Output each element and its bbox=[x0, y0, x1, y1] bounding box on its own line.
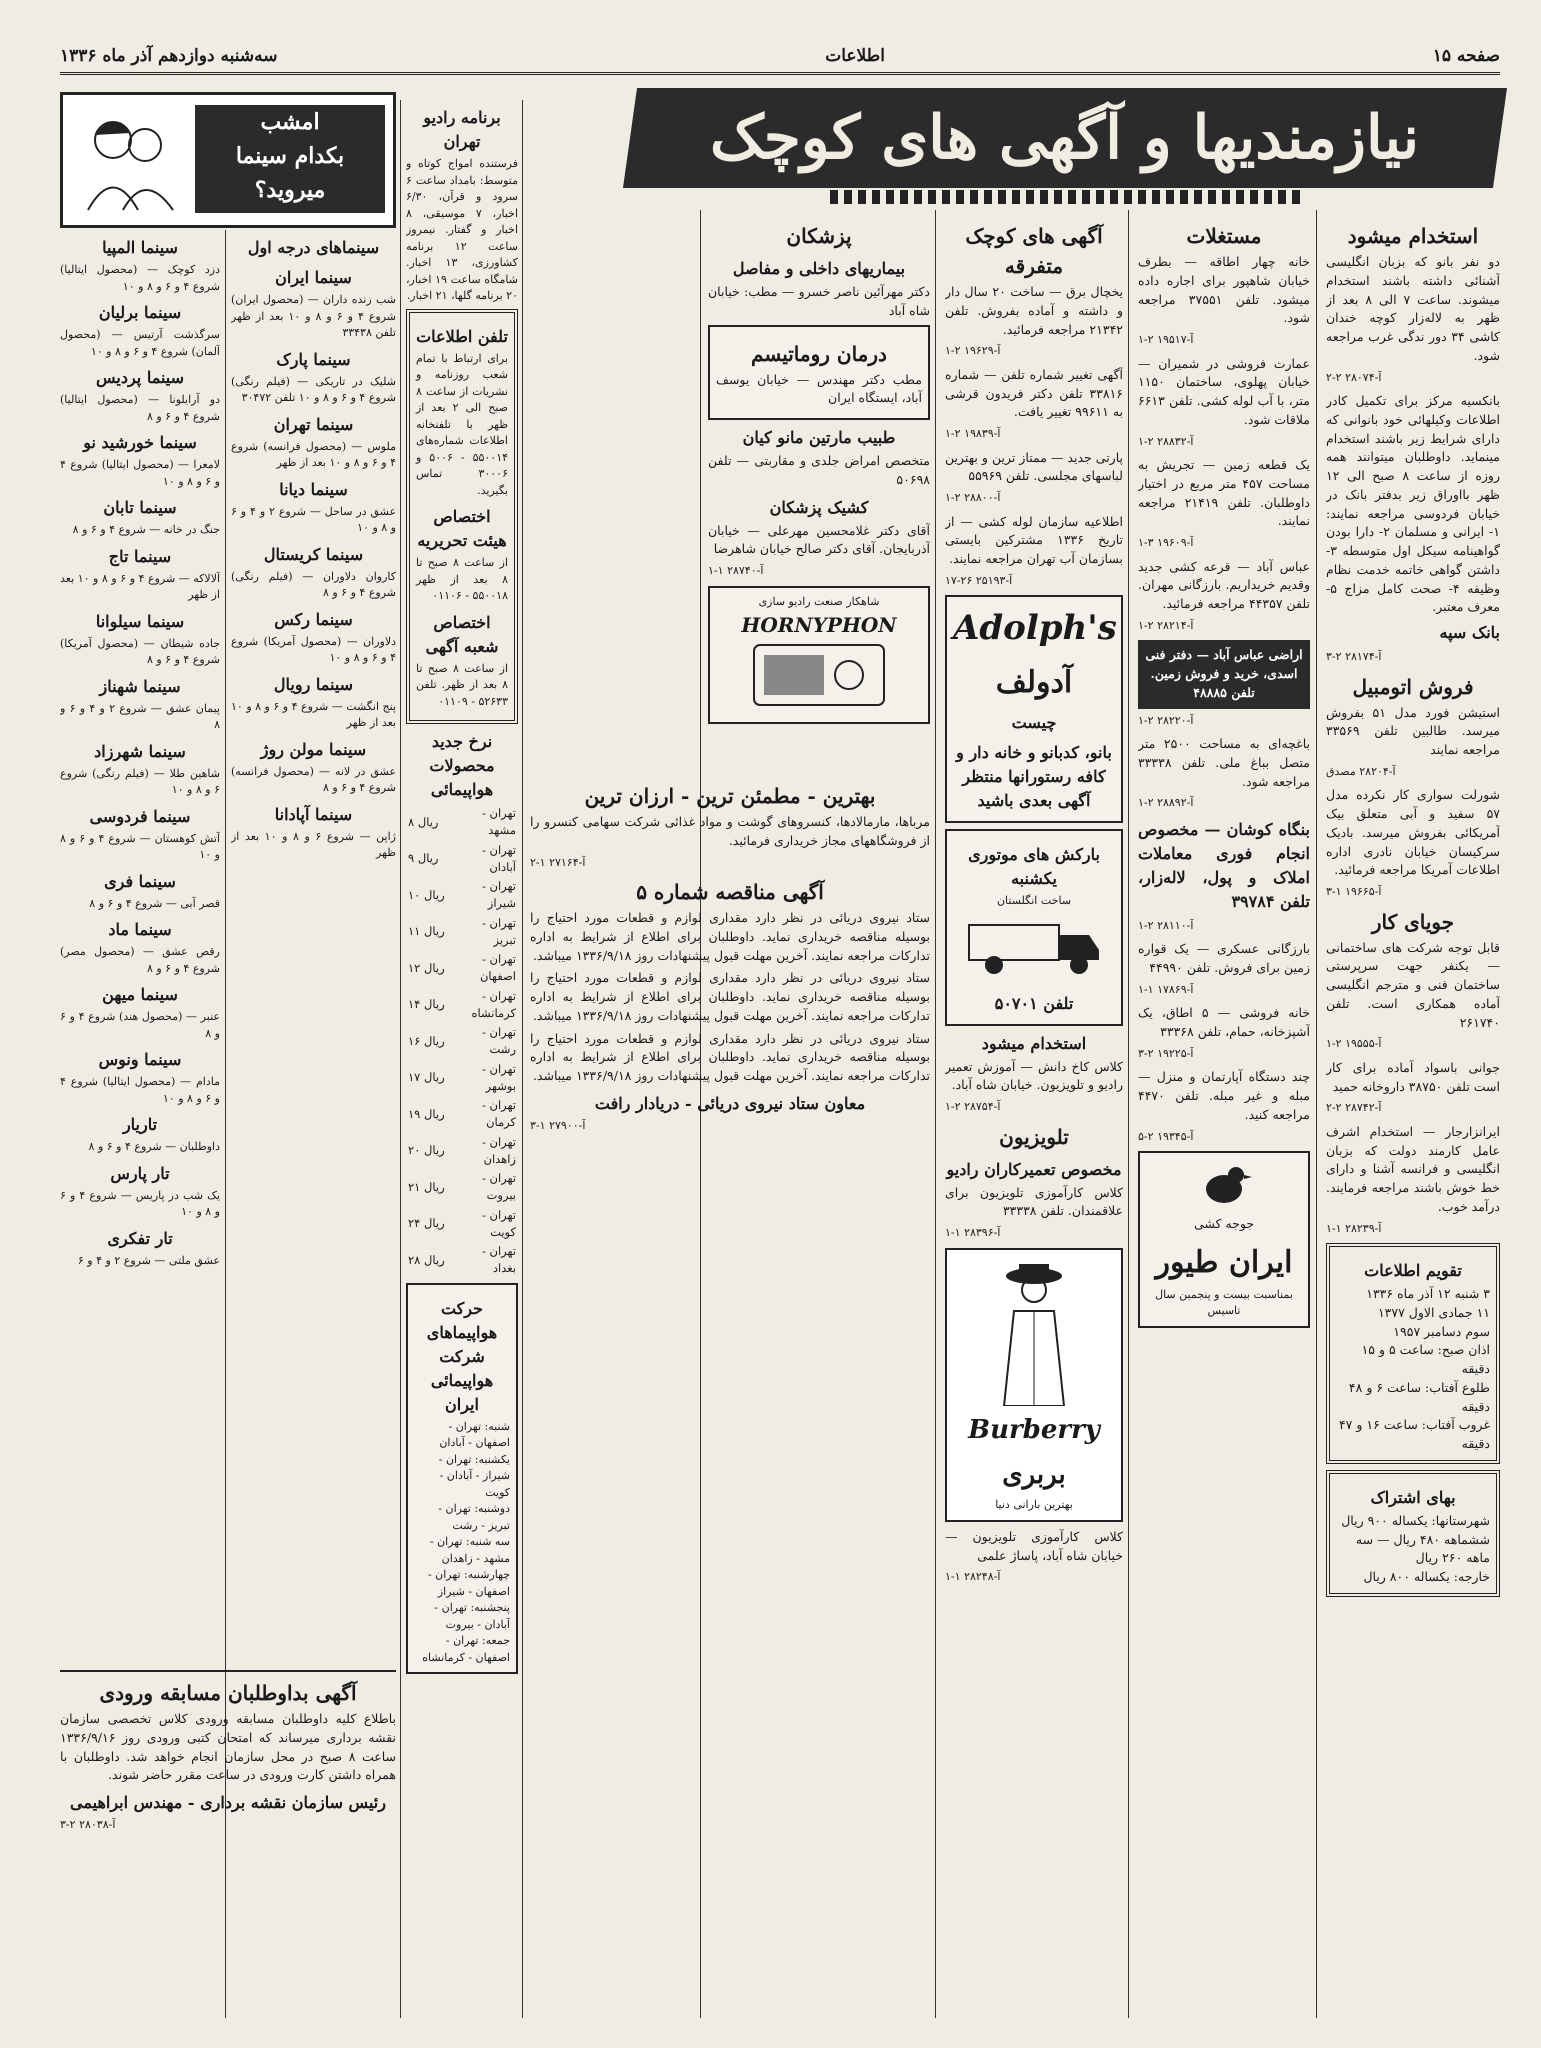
cinema-name: سینما ونوس bbox=[98, 1050, 182, 1069]
cinema-text: آلالاکه — شروع ۴ و ۶ و ۸ و ۱۰ بعد از ظهر bbox=[60, 571, 220, 601]
price-route: تهران - مشهد bbox=[481, 806, 516, 838]
ad-text: باغچه‌ای به مساحت ۲۵۰۰ متر متصل بباغ ملی. تلفن ۳۳۳۳۸ مراجعه شود. bbox=[1138, 736, 1310, 789]
price-value: ۹ ریال bbox=[408, 851, 439, 866]
cinema-name: سینما دیانا bbox=[279, 479, 348, 499]
ad-code: آ-۲۸۷۴۰ ۱-۱ bbox=[708, 564, 764, 577]
truck-line: تلفن ۵۰۷۰۱ bbox=[994, 993, 1074, 1013]
price-route: تهران - تبریز bbox=[481, 915, 516, 947]
cinema-text: شلیک در تاریکی — (فیلم رنگی) شروع ۴ و ۶ و ۸ و ۱۰ تلفن ۳۰۴۷۲ bbox=[231, 374, 396, 404]
tender-title: آگهی مناقصه شماره ۵ bbox=[636, 880, 824, 904]
best-text: مرباها، مارمالادها، کنسروهای گوشت و مواد غذائی شرکت سهامی کنسرو را از فروشگاههای مجاز خریداری فرمائید. bbox=[530, 814, 930, 848]
notice-sign: رئیس سازمان نقشه برداری - مهندس ابراهیمی bbox=[70, 1793, 386, 1812]
doctor-title: طبیب مارتین مانو کیان bbox=[742, 428, 896, 447]
calendar-box bbox=[1326, 1243, 1500, 1464]
ad-code: آ-۲۸۱۱۰ ۲-۱ bbox=[1138, 918, 1194, 932]
column-real-estate bbox=[1138, 215, 1310, 2015]
price-row bbox=[406, 1023, 518, 1060]
price-route: تهران - اصفهان bbox=[479, 952, 516, 984]
subscription-line: شهرستانها: یکساله ۹۰۰ ریال bbox=[1341, 1512, 1490, 1528]
ad-code: آ-۱۹۵۵۵ ۲-۱ bbox=[1326, 1037, 1382, 1051]
ad-code: آ-۱۹۸۳۹ ۲-۱ bbox=[945, 427, 1001, 440]
cinema-name: سینما تابان bbox=[103, 498, 177, 517]
calendar-title: تقویم اطلاعات bbox=[1364, 1261, 1462, 1280]
phone-text: برای ارتباط با تمام شعب روزنامه و نشریات از ساعت ۸ صبح الی ۲ بعد از ظهر با تلفنخانه اطلاعات شماره‌های ۵۵۰۰۱۴ - ۵۰۰۶ و ۳۰۰۰۶ تماس بگیرید. bbox=[416, 351, 509, 497]
price-route: تهران - آبادان bbox=[481, 842, 516, 874]
doctor-title: کشیک پزشکان bbox=[769, 497, 869, 517]
price-value: ۱۶ ریال bbox=[408, 1033, 445, 1048]
cinema-ad bbox=[60, 92, 396, 228]
ad-code: آ-۲۸۸۹۲ ۲-۱ bbox=[1138, 796, 1194, 810]
radio-ad bbox=[708, 586, 930, 724]
ad-text: آگهی تغییر شماره تلفن — شماره ۳۳۸۱۶ تلفن دکتر فریدون قرشی به ۹۹۶۱۱ تغییر یافت. bbox=[945, 366, 1123, 420]
flight-line: سه شنبه: تهران - مشهد - زاهدان bbox=[429, 1535, 510, 1565]
cinema-name: سینما میهن bbox=[102, 985, 178, 1004]
price-row bbox=[406, 804, 518, 841]
ad-code: آ-۱۹۵۱۷ ۲-۱ bbox=[1138, 333, 1194, 346]
ad-text: شورلت سواری کار نکرده مدل ۵۷ سفید و آبی متعلق بیک آمریکائی بفروش میرسد. بادیک سرکیسان خیابان نادری اداره اطلاعات آمریکا مراجعه فرمائید. bbox=[1326, 787, 1500, 878]
price-value: ۲۰ ریال bbox=[408, 1143, 445, 1158]
ad-code: آ-۱۹۶۰۹ ۳-۱ bbox=[1138, 536, 1194, 549]
ad-code: آ-۲۸۷۴۲ ۲-۲ bbox=[1326, 1101, 1382, 1115]
ad-text: پارتی جدید — ممتاز ترین و بهترین لباسهای مجلسی. تلفن ۵۵۹۶۹ bbox=[945, 449, 1123, 484]
price-value: ۱۱ ریال bbox=[408, 924, 445, 939]
column-radio-phone bbox=[406, 100, 518, 2020]
cinemas-heading: سینماهای درجه اول bbox=[247, 238, 380, 257]
tender-text: ستاد نیروی دریائی در نظر دارد مقداری لوازم و قطعات مورد احتیاج را بوسیله مناقصه خریداری نماید. داوطلبان برای اطلاع از شرایط به اداره تدارکات مراجعه نمایند. آخرین مهلت قبول پیشنهادات روز ۱۳۳۶/۹/۱۸ میباشد. bbox=[530, 1030, 930, 1083]
ad-text: ایرانزارجار — استخدام اشرف عامل کارمند دولت که بزبان انگلیسی و فرانسه آشنا و دارای خط خوش باشند مراجعه فرمایند. درآمد خوب. bbox=[1326, 1123, 1500, 1214]
flight-line: یکشنبه: تهران - شیراز - آبادان - کویت bbox=[438, 1452, 510, 1499]
iran-tayur-line: بمناسبت بیست و پنجمین سال تاسیس bbox=[1155, 1287, 1293, 1317]
couple-illustration-icon bbox=[73, 105, 183, 213]
phone-text2: از ساعت ۸ صبح تا ۸ بعد از ظهر ۵۵۰۰۱۸ - ۰۱۱۰۶ bbox=[416, 556, 509, 602]
cinema-name: سینما خورشید نو bbox=[83, 433, 197, 452]
cinema-text: عشق در ساحل — شروع ۲ و ۴ و ۶ و ۸ و ۱۰ bbox=[231, 504, 396, 534]
man-in-coat-icon bbox=[974, 1256, 1094, 1406]
price-value: ۱۴ ریال bbox=[408, 997, 445, 1012]
phone-section3: اختصاص شعبه آگهی bbox=[425, 612, 499, 656]
section-title-tv: تلویزیون bbox=[999, 1124, 1069, 1149]
cinema-text: عشق در لانه — (محصول فرانسه) شروع ۴ و ۶ و ۸ bbox=[231, 764, 396, 794]
price-route: تهران - شیراز bbox=[481, 879, 516, 911]
ad-text: کلاس کاخ دانش — آموزش تعمیر رادیو و تلویزیون. خیابان شاه آباد. bbox=[945, 1058, 1123, 1093]
cinema-name: سینما تاج bbox=[108, 546, 172, 566]
price-route: تهران - بیروت bbox=[481, 1171, 516, 1203]
burberry-ad bbox=[945, 1248, 1123, 1522]
doctor-text: متخصص امراض جلدی و مقاربتی — تلفن ۵۰۶۹۸ bbox=[708, 453, 930, 487]
column-cinemas-1 bbox=[231, 230, 396, 1660]
cinema-name: سینما آپادانا bbox=[274, 804, 353, 824]
ad-code: آ-۲۸۷۵۴ ۲-۱ bbox=[945, 1100, 1001, 1113]
price-row bbox=[406, 1242, 518, 1279]
ad-code: آ-۱۹۶۶۵ ۱-۳ bbox=[1326, 885, 1382, 898]
price-row bbox=[406, 987, 518, 1024]
column-employment bbox=[1326, 215, 1500, 2015]
price-row bbox=[406, 914, 518, 951]
cinema-text: یک شب در پاریس — شروع ۴ و ۶ و ۸ و ۱۰ bbox=[60, 1188, 220, 1218]
section-title-job-seekers: جویای کار bbox=[1371, 909, 1455, 934]
phone-box bbox=[406, 309, 518, 725]
ad-text: چند دستگاه آپارتمان و منزل — مبله و غیر مبله. تلفن ۴۴۷۰ مراجعه کنید. bbox=[1138, 1069, 1310, 1122]
subscription-line: ششماهه ۴۸۰ ریال — سه ماهه ۲۶۰ ریال bbox=[1355, 1531, 1490, 1566]
page-number: صفحه ۱۵ bbox=[1432, 46, 1500, 66]
price-row bbox=[406, 841, 518, 878]
exam-notice bbox=[60, 1670, 396, 2012]
iran-tayur-sub: جوجه کشی bbox=[1193, 1215, 1255, 1231]
ad-text: خانه فروشی — ۵ اطاق، یک آشپزخانه، حمام، تلفن ۳۳۳۶۸ bbox=[1138, 1005, 1310, 1039]
cinema-text: جاده شیطان — (محصول آمریکا) شروع ۴ و ۶ و ۸ bbox=[60, 636, 220, 666]
price-route: تهران - کویت bbox=[481, 1207, 516, 1239]
adolphs-brand: Adolph's bbox=[953, 608, 1117, 649]
cinema-text: دلاوران — (محصول آمریکا) شروع ۴ و ۶ و ۸ و ۱۰ bbox=[231, 634, 396, 664]
ad-text: کلاس کارآموزی تلویزیون — خیابان شاه آباد، پاساژ علمی bbox=[945, 1528, 1123, 1563]
banner-divider bbox=[830, 190, 1300, 204]
ad-code: آ-۲۷۱۶۴ ۱-۲ bbox=[530, 855, 586, 869]
doctor-title: بیماریهای داخلی و مفاصل bbox=[732, 259, 906, 278]
chick-icon bbox=[1194, 1159, 1254, 1209]
price-value: ۱۰ ریال bbox=[408, 887, 445, 902]
flight-line: جمعه: تهران - اصفهان - کرمانشاه bbox=[422, 1634, 510, 1664]
ad-code: آ-۲۸۸۰۰ ۲-۱ bbox=[945, 491, 1001, 504]
cinema-text: رقص عشق — (محصول مصر) شروع ۴ و ۶ و ۸ bbox=[60, 945, 220, 975]
ad-text: کلاس کارآموزی تلویزیون برای علاقمندان. تلفن ۳۳۳۳۸ bbox=[945, 1184, 1123, 1219]
ad-text: اطلاعیه سازمان لوله کشی — از تاریخ ۱۳۳۶ مشترکین بایستی بسازمان آب تهران مراجعه نمایند. bbox=[945, 513, 1123, 566]
cinema-name: سینما کریستال bbox=[263, 544, 364, 564]
ad-text: دو نفر بانو که بزبان انگلیسی آشنائی داشته باشند استخدام میشوند. ساعت ۷ الی ۸ بعد از ظهر به لاله‌زار کوچه خندان کاشی ۳۴ دور ندگی غرب مراجعه شود. bbox=[1326, 254, 1500, 363]
section-title-misc: آگهی های کوچک متفرقه bbox=[965, 224, 1103, 278]
ad-code: آ-۲۸۰۷۴ ۲-۲ bbox=[1326, 370, 1382, 384]
notice-text: باطلاع کلیه داوطلبان مسابقه ورودی کلاس تخصصی سازمان نقشه برداری میرساند که امتحان کتبی ورودی روز ۱۳۳۶/۹/۱۶ ساعت ۸ صبح در محل سازمان انجام خواهد شد. داوطلبان با همراه داشتن کارت ورودی در ساعت مقرر حاضر شوند. bbox=[60, 1711, 396, 1783]
ad-text: عباس آباد — قرعه کشی جدید وقدیم خریداریم. بارزگانی مهران. تلفن ۴۴۳۵۷ مراجعه فرمائید. bbox=[1138, 558, 1310, 611]
cinema-name: سینما تهران bbox=[273, 414, 354, 434]
ad-code: آ-۲۵۱۹۳ ۲۶-۱۷ bbox=[945, 573, 1013, 587]
price-value: ۲۴ ریال bbox=[408, 1216, 445, 1231]
radio-text: فرستنده امواج کوتاه و متوسط: بامداد ساعت ۶ سرود و قرآن، ۶/۳۰ اخبار، ۷ موسیقی، ۸ اخبار و گفتار. نیمروز ساعت ۱۲ برنامه کشاورزی، ۱۳ اخبار. شامگاه ساعت ۱۹ اخبار، ۲۰ برنامه گلها، ۲۱ اخبار. bbox=[406, 157, 518, 302]
cinema-name: سینما رویال bbox=[273, 674, 354, 694]
ad-code: آ-۲۸۲۲۰ ۲-۱ bbox=[1138, 713, 1194, 727]
cinema-text: سرگذشت آرتیس — (محصول آلمان) شروع ۴ و ۶ و ۸ و ۱۰ bbox=[60, 328, 220, 358]
cinema-text: داوطلبان — شروع ۴ و ۶ و ۸ bbox=[88, 1140, 220, 1153]
cinema-text: مادام — (محصول ایتالیا) شروع ۴ و ۶ و ۸ و ۱۰ bbox=[60, 1075, 220, 1105]
flight-line: پنجشنبه: تهران - آبادان - بیروت bbox=[434, 1601, 510, 1631]
ad-text: بنگاه کوشان — مخصوص انجام فوری معاملات املاک و پول، لاله‌زار، تلفن ۳۹۷۸۴ bbox=[1138, 819, 1310, 911]
cinema-text: دو آرایلونا — (محصول ایتالیا) شروع ۴ و ۶ و ۸ bbox=[60, 393, 220, 423]
cinema-name: سینما رکس bbox=[274, 609, 353, 629]
adolphs-title: آدولف bbox=[995, 665, 1073, 701]
price-route: تهران - بغداد bbox=[481, 1244, 516, 1276]
ad-code: آ-۲۷۹۰۰ ۱-۳ bbox=[530, 1118, 586, 1132]
cinema-text: کاروان دلاوران — (فیلم رنگی) شروع ۴ و ۶ و ۸ bbox=[231, 569, 396, 599]
radio-ad-title: شاهکار صنعت رادیو سازی bbox=[758, 594, 880, 608]
ad-text: قابل توجه شرکت های ساختمانی — یکنفر جهت سرپرستی ساختمان فنی و مترجم انگلیسی آماده همکاری است. تلفن ۲۶۱۷۴۰ bbox=[1326, 939, 1500, 1030]
section-title-real-estate: مستغلات bbox=[1186, 224, 1262, 248]
ad-text: عمارت فروشی در شمیران — خیابان پهلوی، ساختمان ۱۱۵۰ متر، با آب لوله کشی. تلفن ۶۶۱۳ ملاقات شود. bbox=[1138, 355, 1310, 427]
cinema-text: ژاپن — شروع ۶ و ۸ و ۱۰ بعد از ظهر bbox=[231, 829, 396, 859]
ad-code: آ-۱۹۳۴۵ ۲-۵ bbox=[1138, 1129, 1194, 1143]
calendar-line: اذان صبح: ساعت ۵ و ۱۵ دقیقه bbox=[1361, 1342, 1490, 1376]
ad-text: جوانی باسواد آماده برای کار است تلفن ۳۸۷۵۰ داروخانه حمید bbox=[1326, 1059, 1500, 1094]
cinema-name: سینما المپیا bbox=[102, 238, 178, 257]
tender-sign: معاون ستاد نیروی دریائی - دریادار رافت bbox=[594, 1093, 866, 1113]
middle-block bbox=[530, 775, 930, 2020]
page-header bbox=[60, 40, 1500, 75]
abbasabad-ad: اراضی عباس آباد — دفتر فنی اسدی، خرید و فروش زمین. تلفن ۴۸۸۸۵ bbox=[1138, 640, 1310, 708]
cinema-name: تاریار bbox=[122, 1115, 158, 1134]
ad-code: آ-۲۸۰۳۸ ۲-۳ bbox=[60, 1818, 116, 1831]
radio-ad-brand: HORNYPHON bbox=[741, 613, 897, 637]
cinema-text: عشق ملتی — شروع ۲ و ۴ و ۶ bbox=[77, 1253, 220, 1267]
column-cinemas-2 bbox=[60, 230, 220, 1660]
cinema-text: پیمان عشق — شروع ۲ و ۴ و ۶ و ۸ bbox=[60, 701, 220, 731]
doctor-text: مطب دکتر مهندس — خیابان یوسف آباد، ایستگاه ایران bbox=[716, 371, 922, 406]
cinema-name: تار تفکری bbox=[107, 1228, 173, 1248]
cinema-text: پنج انگشت — شروع ۴ و ۶ و ۸ و ۱۰ بعد از ظهر bbox=[231, 699, 396, 729]
cinema-name: تار پارس bbox=[110, 1163, 170, 1183]
cinema-ad-line2: بکدام سینما bbox=[235, 143, 345, 169]
ad-code: آ-۲۸۲۳۹ ۱-۱ bbox=[1326, 1221, 1382, 1235]
ad-text: بانکسیه مرکز برای تکمیل کادر اطلاعات وکیلهائی خود بانوانی که دارای شرایط زیر باشند استخدام مینماید. داوطلبان میتوانند همه روزه از ساعت ۸ صبح الی ۱۲ ظهر بااوراق زیر بدفتر بانک در خیابان فردوسی مراجعه نمایند: ۱- ایرانی و مسلمان ۲- دارا بودن گواهینامه سیکل اول متوسطه ۳- داشتن گواهی خاتمه خدمت نظام وظیفه ۴- صحت کامل مزاج ۵- معرف معتبر. bbox=[1326, 393, 1500, 615]
cinema-text: قصر آبی — شروع ۴ و ۶ و ۸ bbox=[89, 896, 220, 910]
tender-text: ستاد نیروی دریائی در نظر دارد مقداری لوازم و قطعات مورد احتیاج را بوسیله مناقصه خریداری نماید. داوطلبان برای اطلاع از شرایط به اداره تدارکات مراجعه نمایند. آخرین مهلت قبول پیشنهادات روز ۱۳۳۶/۹/۱۸ میباشد. bbox=[530, 970, 930, 1023]
calendar-line: طلوع آفتاب: ساعت ۶ و ۴۸ دقیقه bbox=[1348, 1379, 1490, 1414]
cinema-text: شب زنده داران — (محصول ایران) شروع ۴ و ۶ و ۸ و ۱۰ بعد از ظهر تلفن ۳۳۴۳۸ bbox=[231, 293, 396, 339]
cinema-name: سینما ماد bbox=[108, 920, 172, 939]
ad-code: آ-۲۸۳۹۶ ۱-۱ bbox=[945, 1226, 1001, 1239]
price-row bbox=[406, 1169, 518, 1206]
truck-ad bbox=[945, 829, 1123, 1025]
ad-code: آ-۲۸۸۳۲ ۲-۱ bbox=[1138, 434, 1194, 448]
phone-section2: اختصاص هیئت تحریریه bbox=[417, 507, 507, 550]
cinema-text: شاهین طلا — (فیلم رنگی) شروع ۶ و ۸ و ۱۰ bbox=[60, 766, 220, 796]
burberry-sub: بهترین بارانی دنیا bbox=[995, 1498, 1073, 1512]
ad-text: بانک سپه bbox=[1439, 623, 1500, 642]
cinema-text: جنگ در خانه — شروع ۴ و ۶ و ۸ bbox=[72, 523, 220, 536]
flights-box bbox=[406, 1283, 518, 1675]
cinema-name: سینما سیلوانا bbox=[95, 611, 185, 631]
cinema-name: سینما مولن روژ bbox=[260, 739, 367, 759]
flights-title: حرکت هواپیماهای شرکت هواپیمائی ایران bbox=[426, 1298, 498, 1414]
price-route: تهران - کرمانشاه bbox=[471, 988, 516, 1020]
ad-code: آ-۲۸۲۴۸ ۱-۱ bbox=[945, 1570, 1001, 1584]
ad-text: استیشن فورد مدل ۵۱ بفروش میرسد. طالبین تلفن ۳۳۵۶۹ مراجعه نمایند bbox=[1326, 704, 1500, 757]
calendar-line: ۳ شنبه ۱۲ آذر ماه ۱۳۳۶ bbox=[1366, 1286, 1490, 1301]
calendar-line: ۱۱ جمادی الاول ۱۳۷۷ bbox=[1377, 1304, 1490, 1320]
cinema-ad-line3: میروید؟ bbox=[254, 177, 326, 203]
price-route: تهران - کرمان bbox=[481, 1098, 516, 1130]
cinema-name: سینما ایران bbox=[275, 268, 352, 287]
classifieds-banner: نیازمندیها و آگهی های کوچک bbox=[623, 88, 1507, 188]
truck-sub: ساخت انگلستان bbox=[996, 894, 1072, 908]
cinema-ad-line1: امشب bbox=[260, 109, 320, 135]
iran-tayur-title: ایران طیور bbox=[1155, 1244, 1293, 1280]
ad-code: آ-۱۷۸۶۹ ۱-۱ bbox=[1138, 982, 1194, 996]
doctor-text: آقای دکتر غلامحسین مهرعلی — خیابان آذربایجان. آقای دکتر صالح خیابان شاهرضا bbox=[708, 522, 930, 557]
adolphs-line: بانو، کدبانو و خانه دار و کافه رستورانها منتظر آگهی بعدی باشید bbox=[956, 743, 1112, 811]
price-value: ۸ ریال bbox=[408, 814, 439, 829]
price-value: ۲۸ ریال bbox=[408, 1252, 445, 1267]
rheumatism-ad bbox=[708, 325, 930, 421]
notice-title: آگهی بداوطلبان مسابقه ورودی bbox=[99, 1681, 357, 1705]
adolphs-ad bbox=[945, 595, 1123, 823]
price-row bbox=[406, 1133, 518, 1170]
subscription-line: خارجه: یکساله ۸۰۰ ریال bbox=[1363, 1569, 1490, 1584]
ad-text: یک قطعه زمین — تجریش به مساحت ۴۵۷ متر مربع در اختیار داوطلبان. تلفن ۲۱۴۱۹ مراجعه نمایند. bbox=[1138, 457, 1310, 529]
truck-icon bbox=[959, 910, 1109, 980]
truck-title: بارکش های موتوری یکشنبه bbox=[968, 845, 1100, 889]
tv-sub: مخصوص تعمیرکاران رادیو bbox=[946, 1159, 1122, 1179]
price-row bbox=[406, 1060, 518, 1097]
radio-heading: برنامه رادیو تهران bbox=[423, 108, 501, 151]
ad-text: یخچال برق — ساخت ۲۰ سال دار و داشته و آماده بفروش. تلفن ۲۱۳۴۲ مراجعه فرمائید. bbox=[945, 284, 1123, 337]
flight-line: دوشنبه: تهران - تبریز - رشت bbox=[438, 1502, 510, 1532]
cinema-text: آتش کوهستان — شروع ۴ و ۶ و ۸ و ۱۰ bbox=[60, 831, 220, 861]
iran-tayur-ad bbox=[1138, 1151, 1310, 1328]
price-value: ۱۲ ریال bbox=[408, 960, 445, 975]
price-route: تهران - رشت bbox=[481, 1025, 516, 1057]
tender-text: ستاد نیروی دریائی در نظر دارد مقداری لوازم و قطعات مورد احتیاج را بوسیله مناقصه خریداری نماید. داوطلبان برای اطلاع از شرایط به اداره تدارکات مراجعه نمایند. آخرین مهلت قبول پیشنهادات روز ۱۳۳۶/۹/۱۸ میباشد. bbox=[530, 910, 930, 963]
section-title-car-sale: فروش اتومبیل bbox=[1352, 674, 1474, 699]
section-title-doctors: پزشکان bbox=[786, 224, 852, 248]
cinema-name: سینما شهناز bbox=[99, 676, 181, 696]
cinema-name: سینما پارک bbox=[276, 349, 351, 369]
cinema-name: سینما برلیان bbox=[98, 303, 182, 322]
calendar-line: سوم دسامبر ۱۹۵۷ bbox=[1393, 1323, 1490, 1339]
cinema-text: دزد کوچک — (محصول ایتالیا) شروع ۴ و ۶ و ۸ و ۱۰ bbox=[60, 263, 220, 293]
best-title: بهترین - مطمئن ترین - ارزان ترین bbox=[584, 784, 876, 808]
paper-name: اطلاعات bbox=[825, 46, 885, 66]
cinema-name: سینما پردیس bbox=[95, 368, 184, 387]
cinema-name: سینما شهرزاد bbox=[94, 741, 186, 761]
ad-code: آ-۱۹۲۲۵ ۲-۳ bbox=[1138, 1046, 1194, 1060]
price-row bbox=[406, 950, 518, 987]
ad-code: آ-۲۸۲۱۴ ۲-۱ bbox=[1138, 618, 1194, 632]
calendar-line: غروب آفتاب: ساعت ۱۶ و ۴۷ دقیقه bbox=[1338, 1417, 1490, 1451]
price-value: ۱۹ ریال bbox=[408, 1106, 445, 1121]
flight-line: شنبه: تهران - اصفهان - آبادان bbox=[439, 1419, 510, 1449]
prices-title: نرخ جدید محصولات هواپیمائی bbox=[429, 732, 495, 799]
phone-text3: از ساعت ۸ صبح تا ۸ بعد از ظهر. تلفن ۵۲۶۳۳ - ۰۱۱۰۹ bbox=[416, 661, 509, 708]
ad-text: بارزگانی عسکری — یک قواره زمین برای فروش. تلفن ۴۴۹۹۰ bbox=[1138, 941, 1310, 975]
burberry-brand: Burberry bbox=[968, 1415, 1100, 1446]
cinema-text: لامعرا — (محصول ایتالیا) شروع ۴ و ۶ و ۸ و ۱۰ bbox=[60, 458, 220, 488]
price-row bbox=[406, 1096, 518, 1133]
ad-text: خانه چهار اطاقه — بطرف خیابان شاهپور برای اجاره داده میشود. تلفن ۳۷۵۵۱ مراجعه شود. bbox=[1138, 254, 1310, 326]
subscription-title: بهای اشتراک bbox=[1370, 1487, 1456, 1507]
ad-code: آ-۲۸۲۰۴ مصدق bbox=[1326, 764, 1396, 778]
column-misc bbox=[945, 215, 1123, 2015]
prices-table bbox=[406, 804, 518, 1279]
cinema-name: سینما فری bbox=[104, 871, 176, 891]
phone-heading: تلفن اطلاعات bbox=[416, 326, 508, 346]
cinema-name: سینما فردوسی bbox=[89, 806, 191, 826]
price-value: ۲۱ ریال bbox=[408, 1179, 445, 1194]
price-route: تهران - بوشهر bbox=[481, 1061, 516, 1093]
subscription-box bbox=[1326, 1470, 1500, 1597]
adolphs-sub: چیست bbox=[1011, 713, 1057, 733]
price-route: تهران - زاهدان bbox=[481, 1134, 516, 1166]
issue-date: سه‌شنبه دوازدهم آذر ماه ۱۳۳۶ bbox=[60, 46, 278, 66]
section-title-employment: استخدام میشود bbox=[1347, 224, 1479, 248]
price-value: ۱۷ ریال bbox=[408, 1070, 445, 1085]
price-row bbox=[406, 877, 518, 914]
price-row bbox=[406, 1206, 518, 1243]
flight-line: چهارشنبه: تهران - اصفهان - شیراز bbox=[427, 1568, 510, 1598]
burberry-title: بربری bbox=[1002, 1460, 1066, 1491]
ad-code: آ-۱۹۶۲۹ ۲-۱ bbox=[945, 344, 1001, 358]
ad-code: آ-۲۸۱۷۴ ۲-۳ bbox=[1326, 650, 1382, 663]
doctor-title: درمان روماتیسم bbox=[751, 341, 887, 366]
cinema-text: عنبر — (محصول هند) شروع ۴ و ۶ و ۸ bbox=[60, 1010, 220, 1040]
cinema-text: ملوس — (محصول فرانسه) شروع ۴ و ۶ و ۸ و ۱۰ بعد از ظهر bbox=[231, 439, 396, 469]
radio-icon bbox=[749, 640, 889, 710]
section-title-jobs: استخدام میشود bbox=[981, 1033, 1087, 1053]
doctor-text: دکتر مهرآئین ناصر خسرو — مطب: خیابان شاه آباد bbox=[708, 284, 930, 318]
